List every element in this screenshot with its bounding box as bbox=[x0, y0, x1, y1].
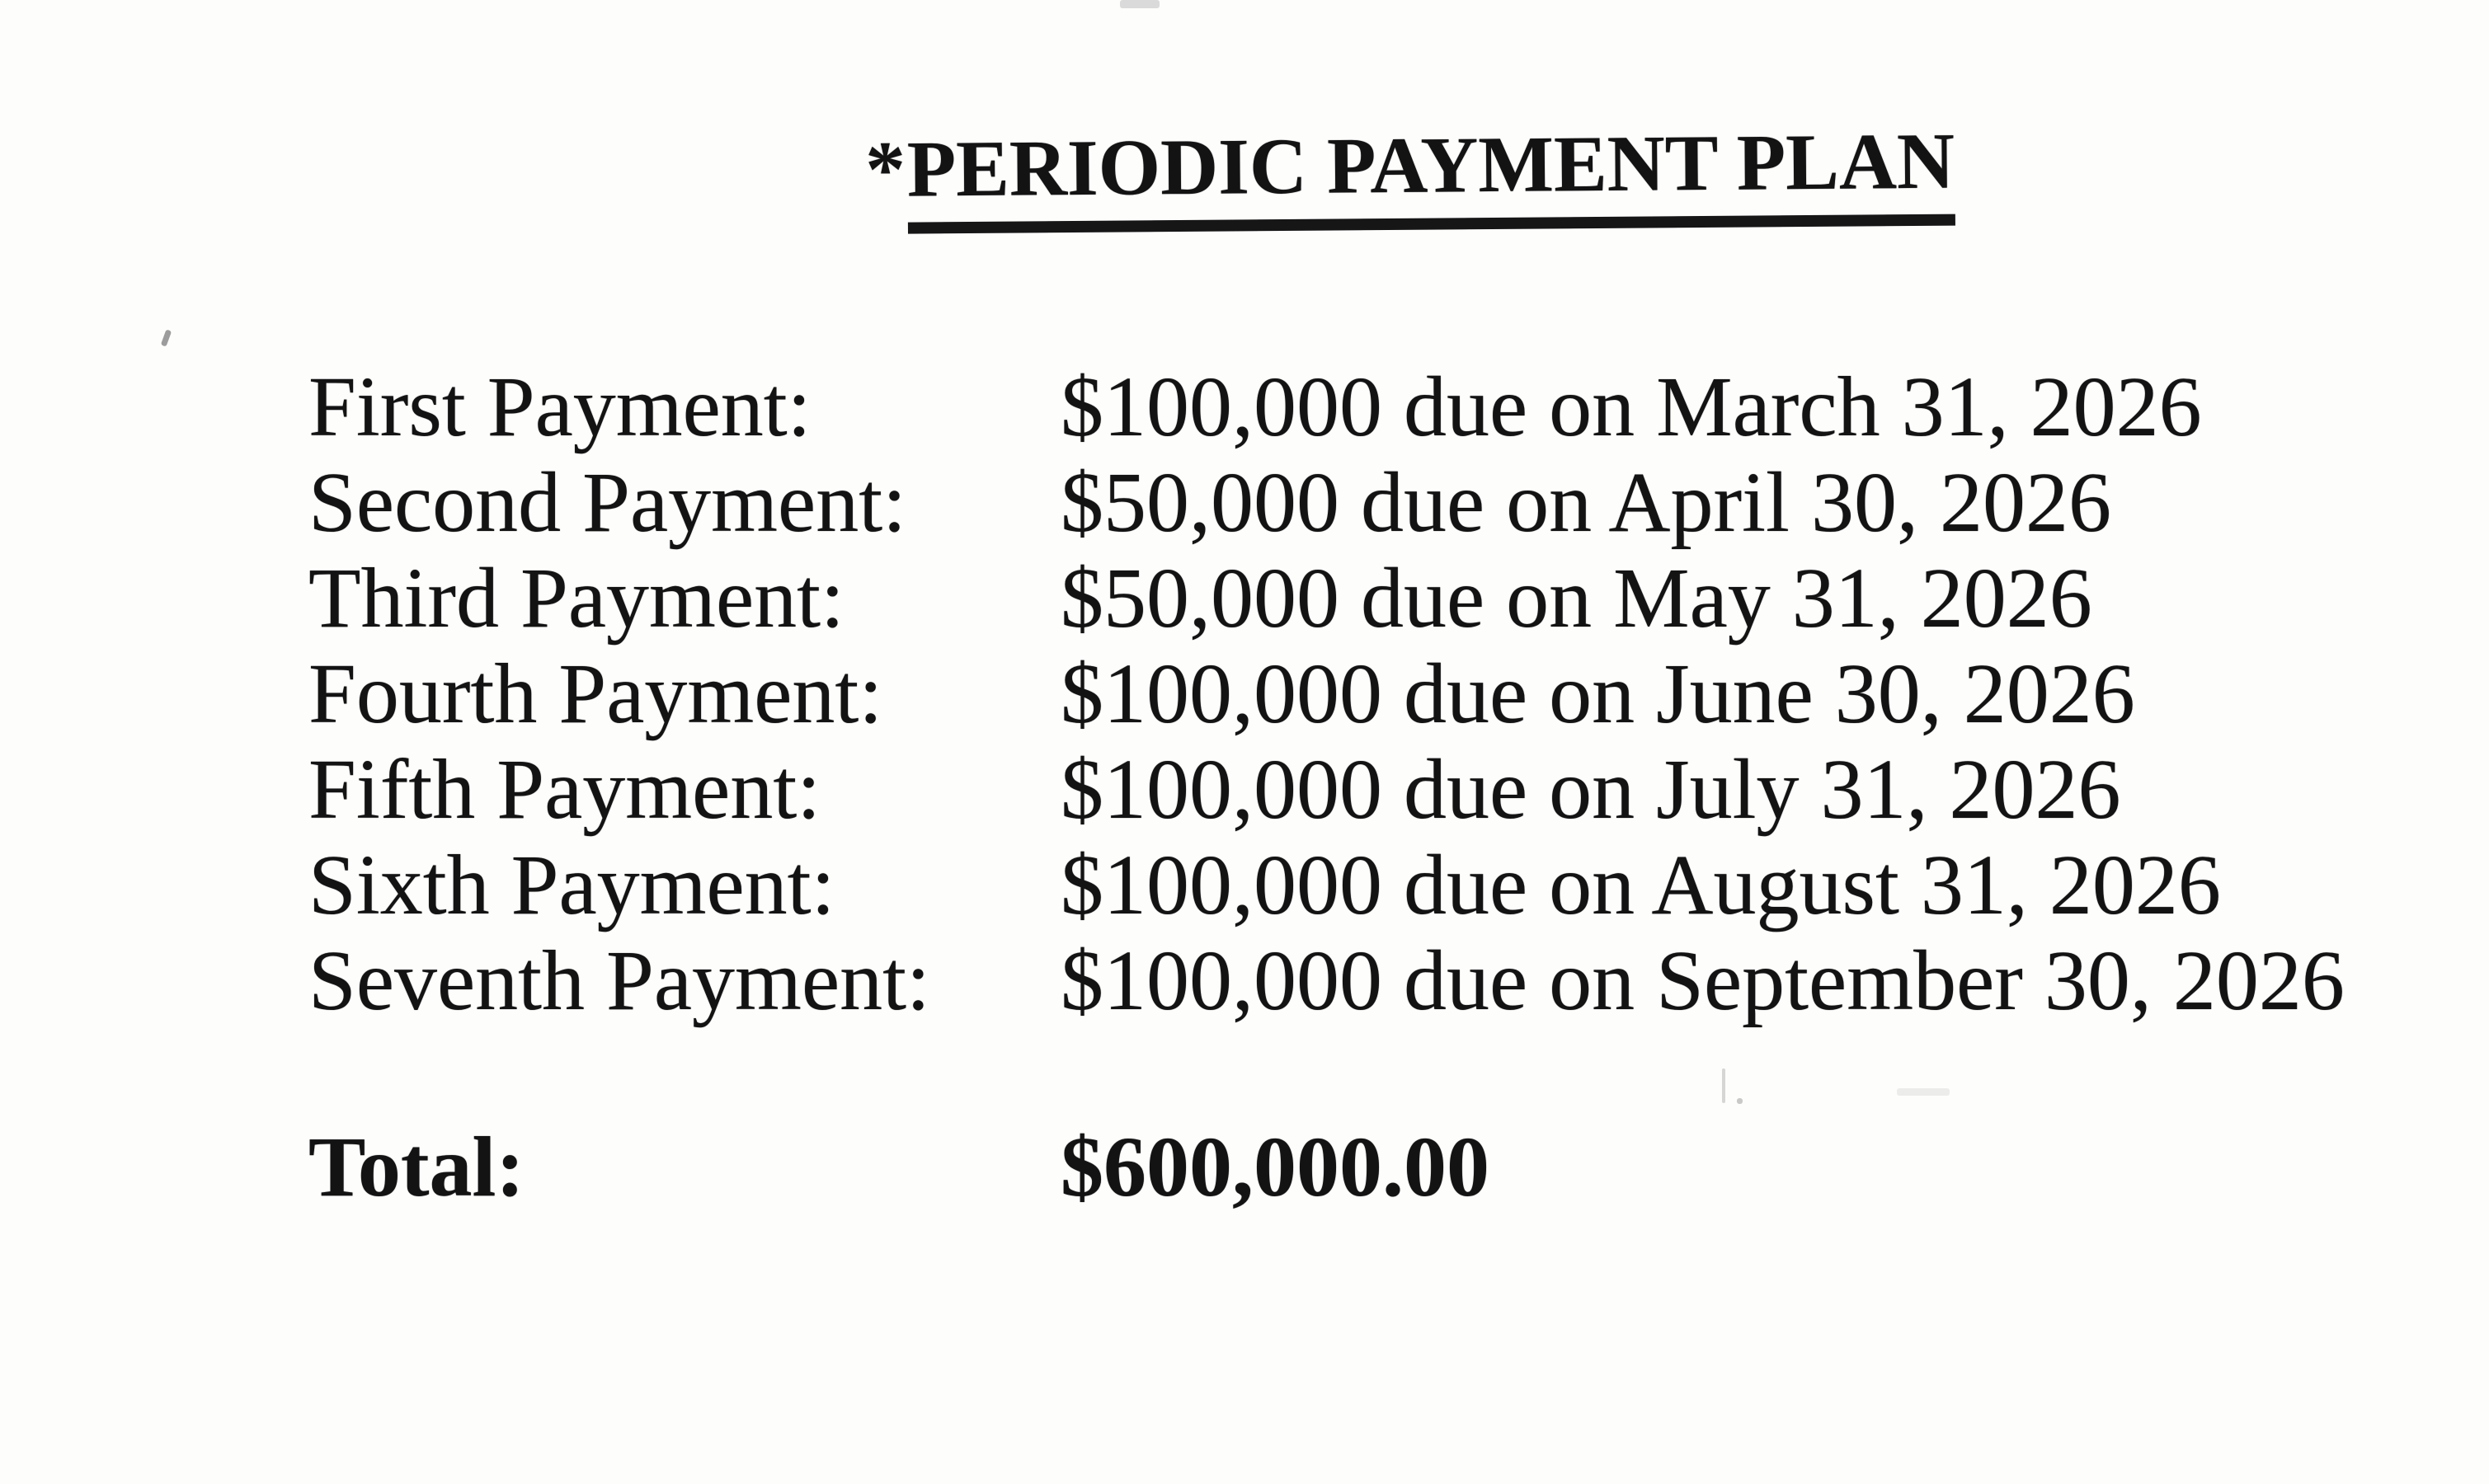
scan-artifact-speck bbox=[161, 329, 172, 346]
title-asterisk: * bbox=[864, 124, 906, 214]
payment-label: Seventh Payment: bbox=[308, 933, 930, 1028]
total-row bbox=[308, 1118, 1489, 1217]
payment-label: Fourth Payment: bbox=[308, 646, 883, 741]
total-value: $600,000.00 bbox=[1061, 1120, 1489, 1214]
scan-artifact-top-smudge bbox=[1120, 0, 1160, 8]
payment-label: Second Payment: bbox=[308, 455, 907, 550]
payment-label: Third Payment: bbox=[308, 551, 845, 646]
payment-row-first bbox=[308, 359, 2345, 455]
payment-label: Fifth Payment: bbox=[308, 742, 821, 837]
title-text: PERIODIC PAYMENT PLAN bbox=[906, 115, 1955, 234]
payment-row-fourth bbox=[308, 646, 2345, 742]
payment-row-fifth bbox=[308, 742, 2345, 838]
payment-value: $50,000 due on April 30, 2026 bbox=[1061, 455, 2111, 550]
payment-value: $100,000 due on June 30, 2026 bbox=[1061, 646, 2135, 741]
payment-value: $100,000 due on March 31, 2026 bbox=[1061, 359, 2202, 454]
payment-label: Sixth Payment: bbox=[308, 838, 835, 932]
total-label: Total: bbox=[308, 1120, 525, 1214]
payment-value: $100,000 due on July 31, 2026 bbox=[1061, 742, 2121, 837]
document-title bbox=[865, 115, 1955, 234]
payment-row-seventh bbox=[308, 933, 2345, 1029]
scan-artifact-faint-mark bbox=[1722, 1068, 1725, 1103]
scan-artifact-faint-mark bbox=[1897, 1088, 1950, 1096]
payment-row-sixth bbox=[308, 838, 2345, 933]
payment-row-third bbox=[308, 551, 2345, 646]
payment-label: First Payment: bbox=[308, 359, 812, 454]
scan-artifact-faint-mark bbox=[1737, 1098, 1743, 1104]
payment-value: $100,000 due on August 31, 2026 bbox=[1061, 838, 2221, 932]
payment-schedule bbox=[308, 359, 2345, 1029]
payment-value: $50,000 due on May 31, 2026 bbox=[1061, 551, 2092, 646]
payment-row-second bbox=[308, 455, 2345, 551]
payment-value: $100,000 due on September 30, 2026 bbox=[1061, 933, 2345, 1028]
